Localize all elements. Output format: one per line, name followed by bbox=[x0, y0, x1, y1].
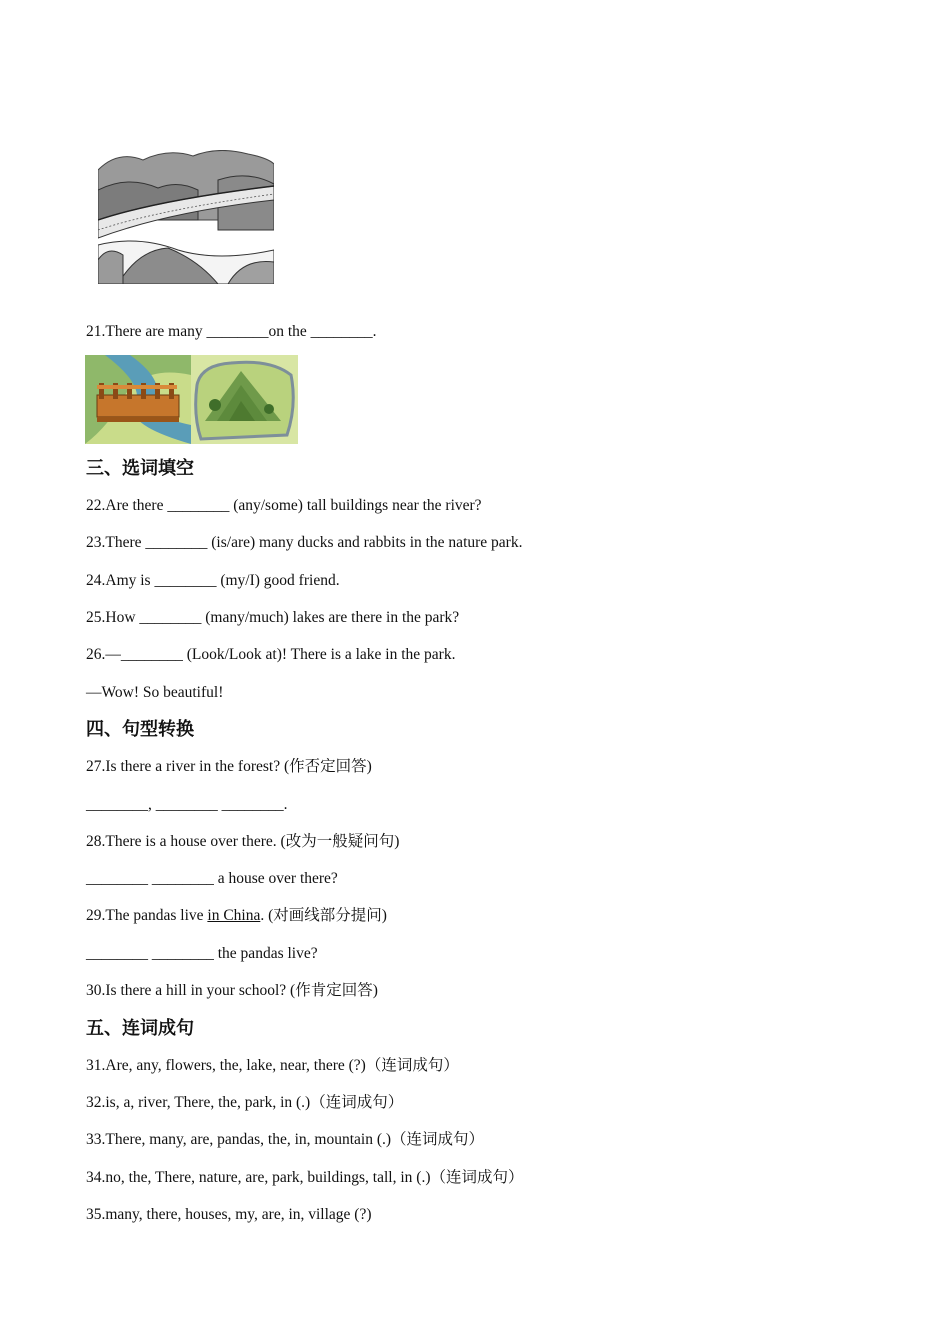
section-4-title: 四、句型转换 bbox=[86, 719, 194, 740]
bridge-over-river-picture bbox=[85, 355, 191, 444]
question-25: 25.How ________ (many/much) lakes are there in the park? bbox=[86, 609, 460, 626]
hill-picture bbox=[191, 355, 298, 444]
question-27: 27.Is there a river in the forest? (作否定回答) bbox=[86, 758, 372, 775]
question-29-suffix: . (对画线部分提问) bbox=[260, 907, 387, 924]
question-29-prefix: 29.The pandas live bbox=[86, 907, 208, 924]
question-26-reply: —Wow! So beautiful! bbox=[86, 684, 224, 701]
question-33: 33.There, many, are, pandas, the, in, mountain (.)（连词成句） bbox=[86, 1131, 485, 1148]
question-22: 22.Are there ________ (any/some) tall buildings near the river? bbox=[86, 497, 482, 514]
question-23: 23.There ________ (is/are) many ducks and rabbits in the nature park. bbox=[86, 534, 523, 551]
question-27-answer-line: ________, ________ ________. bbox=[86, 796, 288, 813]
question-28-answer-line: ________ ________ a house over there? bbox=[86, 870, 338, 887]
question-32: 32.is, a, river, There, the, park, in (.)（连词成句） bbox=[86, 1094, 404, 1111]
question-30: 30.Is there a hill in your school? (作肯定回答) bbox=[86, 982, 378, 999]
question-34: 34.no, the, There, nature, are, park, buildings, tall, in (.)（连词成句） bbox=[86, 1169, 524, 1186]
section-5-title: 五、连词成句 bbox=[86, 1018, 194, 1039]
section-3-title: 三、选词填空 bbox=[86, 458, 194, 479]
question-29-underlined: in China bbox=[207, 907, 261, 924]
bridge-river-illustration bbox=[98, 150, 274, 284]
question-28: 28.There is a house over there. (改为一般疑问句) bbox=[86, 833, 400, 850]
question-26: 26.—________ (Look/Look at)! There is a lake in the park. bbox=[86, 646, 456, 663]
question-29-answer-line: ________ ________ the pandas live? bbox=[86, 945, 318, 962]
question-31: 31.Are, any, flowers, the, lake, near, there (?)（连词成句） bbox=[86, 1057, 459, 1074]
question-35: 35.many, there, houses, my, are, in, village (?) bbox=[86, 1206, 372, 1223]
question-21: 21.There are many ________on the ________. bbox=[86, 323, 377, 340]
question-24: 24.Amy is ________ (my/I) good friend. bbox=[86, 572, 340, 589]
question-29 bbox=[86, 906, 387, 926]
